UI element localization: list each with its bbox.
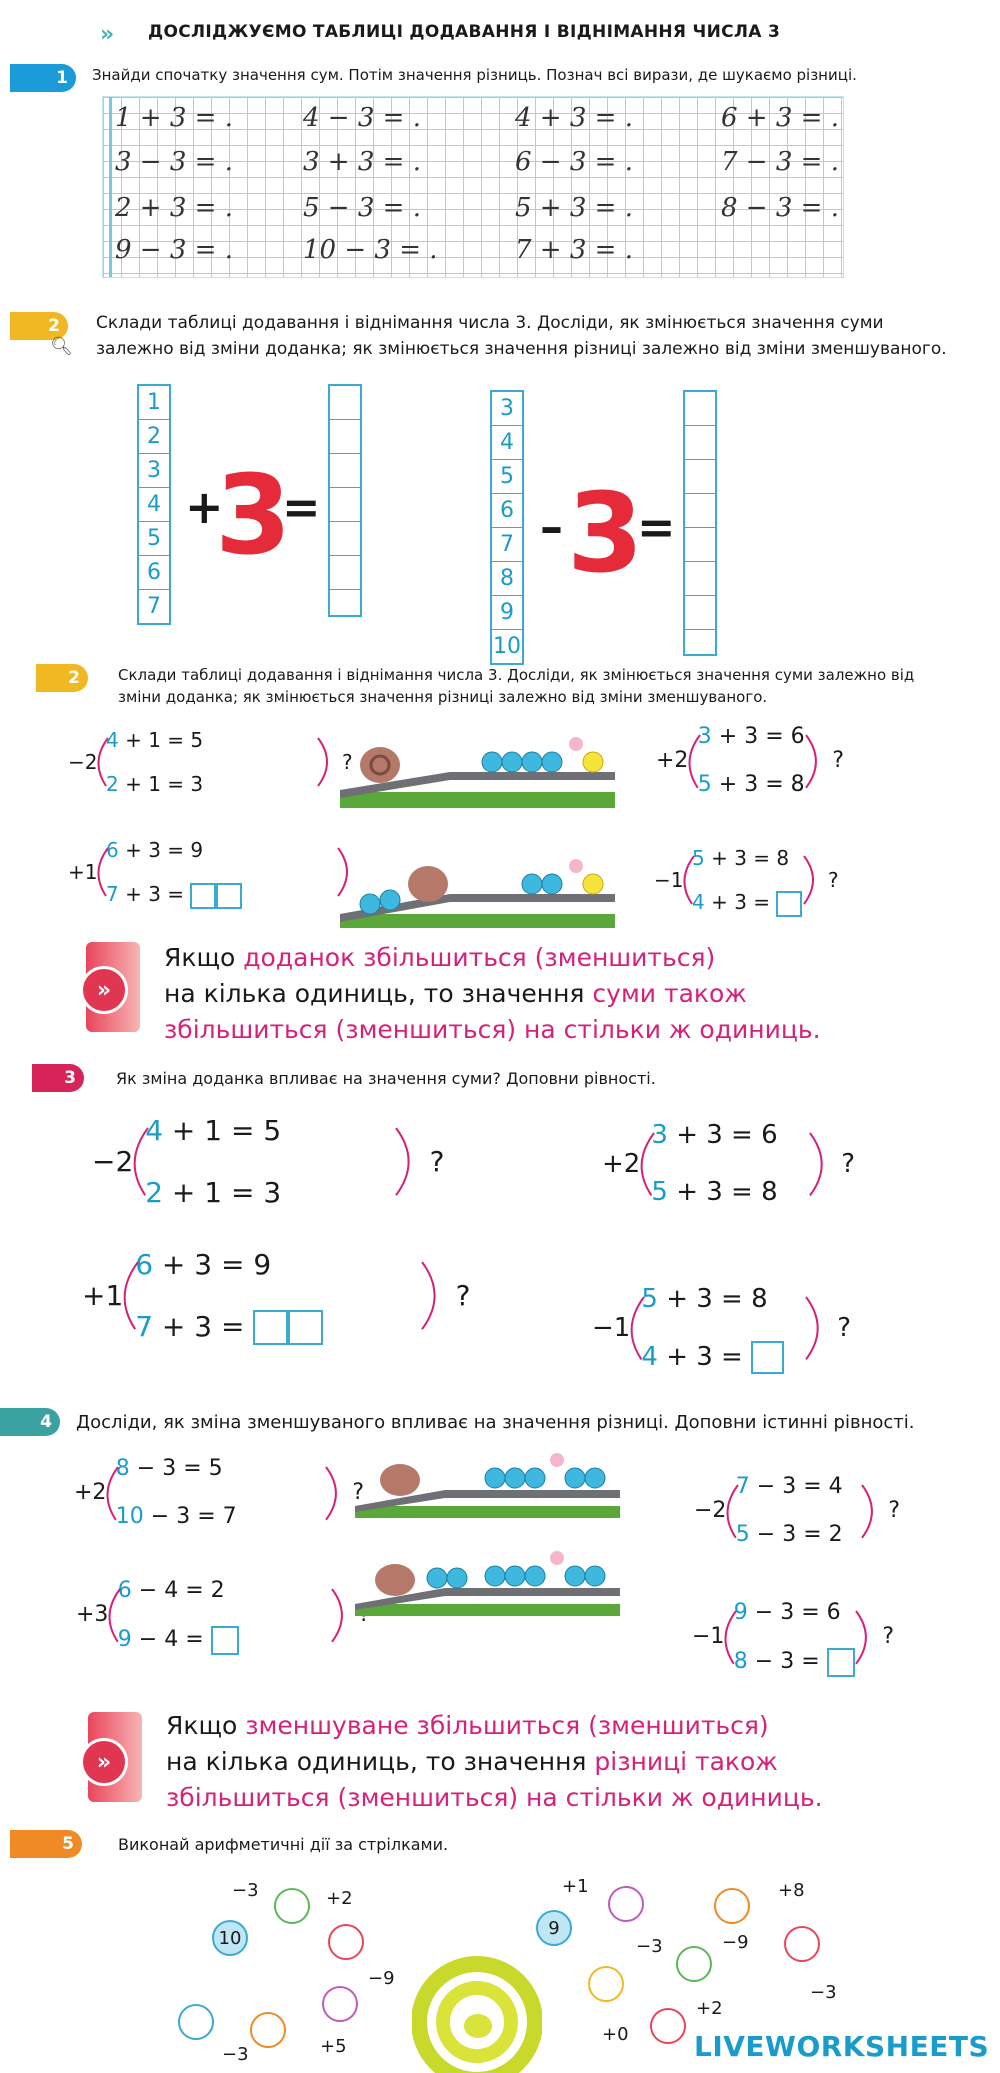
chain-1-start: 10 [212,1920,248,1956]
arc-arrow-icon [592,1284,837,1372]
task-1-grid [102,96,844,278]
arc-arrow-icon [654,846,828,914]
column-number: 4 [139,488,169,522]
addend-value: 5 [641,1284,658,1314]
delta-label: +2 [602,1148,641,1179]
arc-arrow-icon [68,728,342,796]
snail-conveyor-image [340,730,620,815]
answer-box[interactable] [685,528,715,562]
question-mark: ? [429,1144,445,1178]
answer-box[interactable] [330,522,360,556]
chain-circle[interactable] [608,1886,644,1922]
expression-cell[interactable]: 7 + 3 = . [515,235,633,265]
answer-box[interactable] [330,556,360,590]
equation-rest: + 3 = 6 [667,1120,778,1150]
column-number: 4 [492,426,522,460]
addend-value: 7 [735,1474,750,1499]
equation-rest: − 4 = 2 [131,1578,225,1603]
addend-value: 2 [145,1175,164,1209]
chain-op: +2 [326,1888,353,1909]
delta-label: −2 [694,1498,727,1524]
delta-label: +1 [82,1278,124,1312]
addend-value: 10 [115,1504,144,1530]
column-number: 5 [139,522,169,556]
column-number: 2 [139,420,169,454]
task-1-text: Знайди спочатку значення сум. Потім значення різниць. Познач всі вирази, де шукаємо різниці. [92,66,857,84]
column-number: 7 [147,594,161,619]
addend-value: 5 [735,1522,750,1548]
addend-value: 9 [733,1600,748,1625]
equation-rest: + 3 = [657,1341,752,1372]
equation-rest: + 1 = 3 [118,772,204,796]
grid-margin-line [109,97,112,277]
expression-cell[interactable]: 9 − 3 = . [115,235,233,265]
equation-rest: + 3 = 9 [118,838,204,862]
answer-box[interactable] [330,420,360,454]
chain-2-start: 9 [536,1910,572,1946]
column-number: 10 [493,634,521,659]
addend-value: 4 [145,1114,164,1147]
addend-value: 6 [117,1578,132,1603]
equation-rest: + 3 = [704,890,777,914]
equation-rest: + 3 = [153,1309,254,1343]
equation-rest: − 3 = 2 [749,1522,843,1548]
equation-rest: − 3 = 5 [129,1456,223,1481]
arc-arrow-icon [92,1114,430,1209]
task-3-badge: 3 [32,1064,84,1092]
question-mark: ? [837,1312,851,1343]
task-2b-badge: 2 [36,664,88,692]
task-1-badge: 1 [10,64,76,92]
arc-arrow-icon [656,724,832,799]
answer-box[interactable] [330,488,360,522]
task-4-badge: 4 [0,1408,60,1436]
rule-2-text: Якщо зменшуване збільшиться (зменшиться) на кілька одиниць, то значення різниці також збільшиться (зменшиться) на стільки ж одиниць. [166,1711,823,1812]
big-three: 3 [567,469,644,597]
expression-cell[interactable]: 8 − 3 = . [721,193,839,223]
minuend-column [490,390,524,665]
answer-box[interactable] [685,494,715,528]
column-number: 1 [139,386,169,420]
delta-label: +3 [76,1602,109,1628]
liveworksheets-logo: LIVEWORKSHEETS [694,2030,990,2063]
question-mark: ? [342,750,353,774]
chain-op: −9 [722,1932,749,1953]
chain-op: −3 [636,1936,663,1957]
equation-rest: + 3 = 8 [667,1177,778,1208]
equals-sign: = [637,500,676,554]
addend-value: 9 [117,1627,132,1653]
equation-rest: − 3 = [747,1649,827,1675]
double-chevron-icon: » [80,1738,128,1786]
column-number: 6 [492,494,522,528]
delta-label: +1 [68,860,98,884]
arc-arrow-icon [76,1578,358,1653]
arc-arrow-icon [692,1600,882,1675]
equation-rest: − 3 = 4 [749,1474,843,1499]
minus-sign: – [540,500,563,554]
task-3-text: Як зміна доданка впливає на значення суми? Доповни рівності. [116,1069,656,1088]
chain-circle[interactable] [322,1986,358,2022]
arc-arrow-icon [694,1474,888,1549]
chain-circle[interactable] [250,2012,286,2048]
delta-label: +2 [656,748,689,774]
equation-rest: + 3 = 8 [711,772,805,798]
column-number: 3 [139,454,169,488]
question-mark: ? [352,1480,365,1506]
expression-cell[interactable]: 10 − 3 = . [303,235,438,265]
chain-op: +1 [562,1876,589,1897]
equation-rest: − 3 = 7 [143,1504,237,1530]
equation-rest: + 1 = 5 [118,728,204,752]
snail-conveyor-image [355,1548,625,1618]
snail-icon [360,747,400,783]
addend-value: 4 [641,1341,658,1372]
equation-rest: + 3 = 8 [657,1284,768,1314]
chain-circle[interactable] [714,1888,750,1924]
chain-op: +0 [602,2024,629,2045]
answer-box[interactable] [685,630,715,663]
addend-value: 8 [115,1456,130,1481]
answer-box[interactable] [330,386,360,420]
question-mark: ? [882,1624,895,1650]
snail-conveyor-image [340,848,620,933]
expression-cell[interactable]: 3 − 3 = . [115,147,233,177]
chain-op: +2 [696,1998,723,2019]
addend-value: 8 [733,1649,748,1675]
column-number: 5 [492,460,522,494]
addend-value: 4 [692,890,705,914]
chain-op: +8 [778,1880,805,1901]
answer-box[interactable] [685,426,715,460]
chain-op: +5 [320,2036,347,2057]
sum-answer-column[interactable] [328,384,362,617]
chain-circle[interactable] [650,2008,686,2044]
addend-value: 7 [106,882,119,906]
chain-circle[interactable] [328,1924,364,1960]
expression-cell[interactable]: 6 − 3 = . [515,147,633,177]
question-mark: ? [832,748,845,774]
answer-box[interactable] [685,460,715,494]
addend-value: 4 [106,728,119,752]
expression-cell[interactable]: 6 + 3 = . [721,103,839,133]
delta-label: +2 [74,1480,107,1506]
equation-rest: + 3 = 6 [711,724,805,749]
chain-op: −3 [810,1982,837,2003]
question-mark: ? [455,1278,471,1312]
question-mark: ? [841,1148,855,1179]
equation-rest: − 3 = 6 [747,1600,841,1625]
equation-rest: + 1 = 3 [163,1175,282,1209]
double-chevron-icon: » [80,966,128,1014]
big-three: 3 [215,451,292,579]
addend-value: 7 [135,1309,154,1343]
chain-circle[interactable] [178,2004,214,2040]
column-number: 7 [492,528,522,562]
chain-op: −9 [368,1968,395,1989]
addend-column [137,384,171,625]
delta-label: −2 [92,1144,134,1178]
answer-box[interactable] [685,562,715,596]
answer-box[interactable] [685,392,715,426]
task-2-text: Склади таблиці додавання і віднімання числа 3. Досліди, як змінюється значення суми залежно від зміни доданка; як змінюється значення різниці залежно від зміни зменшуваного. [96,313,947,359]
arc-arrow-icon [602,1120,841,1208]
chain-op: −3 [222,2044,249,2065]
delta-label: −1 [592,1312,631,1343]
expression-cell[interactable]: 4 + 3 = . [515,103,633,133]
delta-label: −1 [654,868,684,892]
equation-rest: + 3 = 9 [153,1248,272,1281]
equation-rest: + 3 = 8 [704,846,790,870]
column-number: 8 [492,562,522,596]
answer-box[interactable] [685,596,715,630]
addend-value: 2 [106,772,119,796]
equation-rest: − 4 = [131,1627,211,1653]
answer-box[interactable] [330,590,360,623]
page-title: ДОСЛІДЖУЄМО ТАБЛИЦІ ДОДАВАННЯ І ВІДНІМАННЯ ЧИСЛА 3 [148,22,781,42]
expression-cell[interactable]: 2 + 3 = . [115,193,233,223]
task-4-text: Досліди, як зміна зменшуваного впливає на значення різниці. Доповни істинні рівності. [76,1412,915,1433]
arc-arrow-icon [82,1248,456,1343]
addend-value: 3 [651,1120,668,1150]
chain-circle[interactable] [274,1888,310,1924]
chain-circle[interactable] [676,1946,712,1982]
chevron-icon: » [100,22,109,47]
column-number: 6 [139,556,169,590]
expression-cell[interactable]: 1 + 3 = . [115,103,233,133]
equals-sign: = [282,480,321,534]
magnifier-icon: 🔍︎ [50,336,73,357]
arc-arrow-icon [68,838,362,906]
snail-conveyor-image [355,1450,625,1520]
addend-value: 5 [651,1177,668,1208]
arc-arrow-icon [74,1456,352,1531]
difference-answer-column[interactable] [683,390,717,656]
expression-cell[interactable]: 3 + 3 = . [303,147,421,177]
equation-rest: + 1 = 5 [163,1114,282,1147]
expression-cell[interactable]: 7 − 3 = . [721,147,839,177]
question-mark: ? [828,868,839,892]
expression-cell[interactable]: 4 − 3 = . [303,103,421,133]
task-2b-text: Склади таблиці додавання і віднімання числа 3. Досліди, як змінюється значення суми залежно від зміни доданка; як змінюється значення різниці залежно від зміни зменшуваного. [118,666,915,706]
expression-cell[interactable]: 5 − 3 = . [303,193,421,223]
delta-label: −1 [692,1624,725,1650]
column-number: 3 [492,392,522,426]
chain-circle[interactable] [588,1966,624,2002]
rule-1-text: Якщо доданок збільшиться (зменшиться) на кілька одиниць, то значення суми також збільшиться (зменшиться) на стільки ж одиниць. [164,943,821,1044]
snake-image [412,1950,542,2073]
addend-value: 6 [106,838,119,862]
chain-circle[interactable] [784,1926,820,1962]
addend-value: 3 [697,724,712,749]
chain-op: −3 [232,1880,259,1901]
equation-rest: + 3 = [118,882,191,906]
addend-value: 5 [692,846,705,870]
answer-box[interactable] [330,454,360,488]
column-number: 9 [492,596,522,630]
question-mark: ? [888,1498,901,1524]
expression-cell[interactable]: 5 + 3 = . [515,193,633,223]
task-2-badge: 2 [10,312,68,340]
plus-sign: + [185,480,224,534]
addend-value: 6 [135,1248,154,1281]
delta-label: −2 [68,750,98,774]
addend-value: 5 [697,772,712,798]
task-5-text: Виконай арифметичні дії за стрілками. [118,1835,449,1854]
task-5-badge: 5 [10,1830,82,1858]
